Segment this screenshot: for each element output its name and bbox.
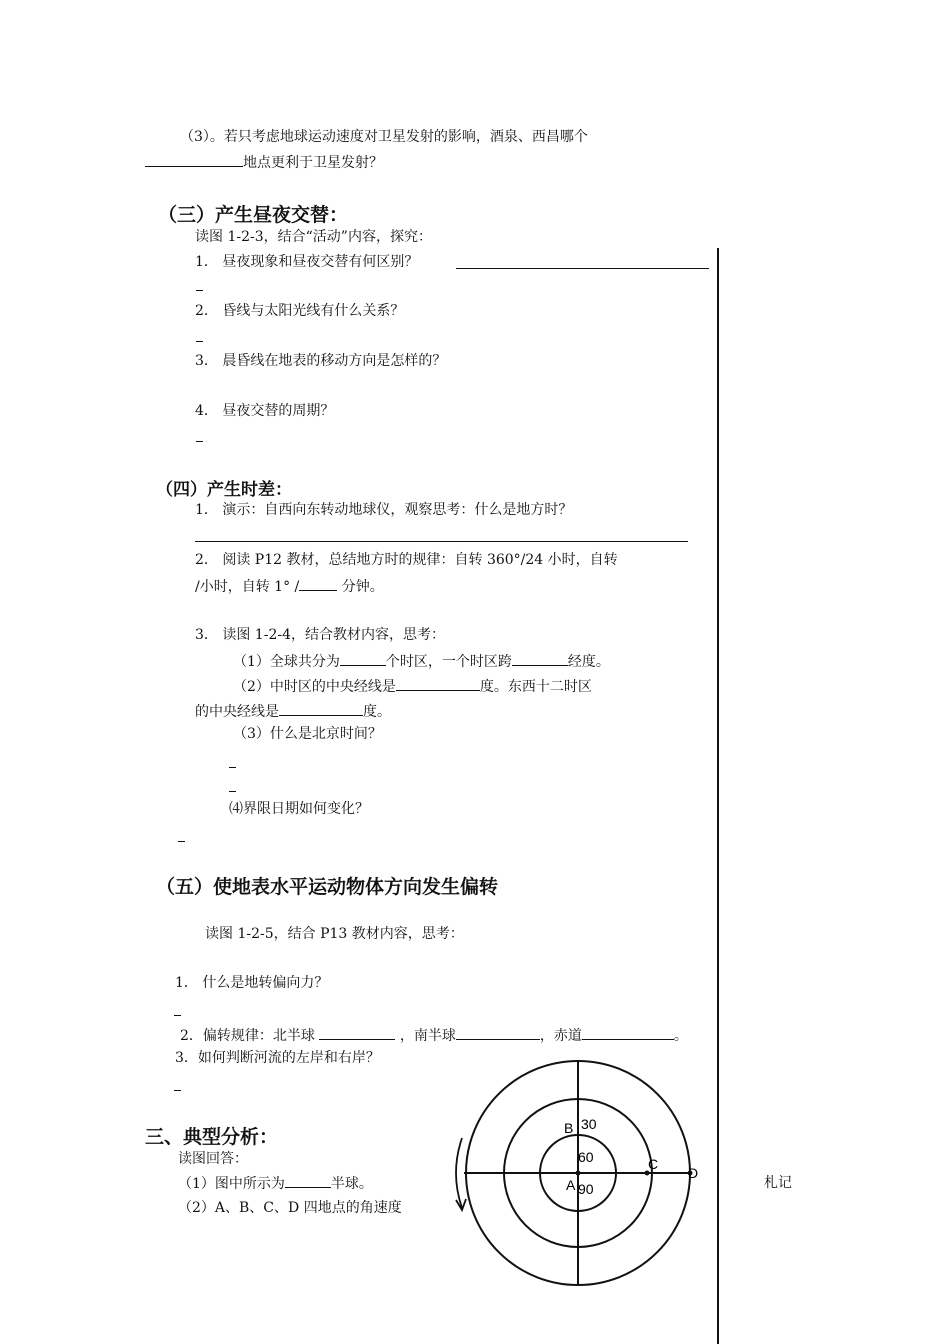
side-note-label: 札记 xyxy=(764,1175,792,1191)
point-a-dot xyxy=(576,1171,581,1176)
answer-dash xyxy=(174,1090,181,1091)
label-d: D xyxy=(688,1165,699,1181)
answer-dash xyxy=(196,441,203,442)
answer-blank[interactable] xyxy=(319,1025,395,1040)
label-30: 30 xyxy=(581,1116,597,1132)
q3-satellite-text: 地点更利于卫星发射？ xyxy=(243,155,383,171)
question-1: 1． 演示：自西向东转动地球仪，观察思考：什么是地方时？ xyxy=(195,502,573,518)
answer-blank[interactable] xyxy=(285,1173,331,1188)
answer-blank[interactable] xyxy=(299,576,337,591)
question-3: 3． 读图 1-2-4，结合教材内容，思考： xyxy=(195,627,445,643)
q3-satellite-line1: （3）。若只考虑地球运动速度对卫星发射的影响，酒泉、西昌哪个 xyxy=(180,129,588,145)
question-2-line2 xyxy=(195,576,384,596)
section-intro: 读图 1-2-3，结合“活动”内容，探究： xyxy=(195,229,432,245)
analysis-question-text: 半球。 xyxy=(330,1176,373,1192)
question-2 xyxy=(180,1025,688,1045)
sub-question-1 xyxy=(233,651,610,671)
question-2-text: 2．偏转规律：北半球 xyxy=(180,1028,315,1044)
sub-question-text: 个时区，一个时区跨 xyxy=(385,654,512,670)
sub-question-text: （2）中时区的中央经线是 xyxy=(233,679,396,695)
analysis-question-1 xyxy=(178,1173,373,1193)
question-3: 3．如何判断河流的左岸和右岸？ xyxy=(175,1050,380,1066)
section-heading-day-night: （三）产生昼夜交替： xyxy=(158,204,349,226)
question-2-text: ，南半球 xyxy=(399,1028,456,1044)
answer-dash xyxy=(229,767,236,768)
question-4: 4． 昼夜交替的周期？ xyxy=(195,403,335,419)
polar-diagram xyxy=(440,1060,710,1295)
label-b: B xyxy=(564,1120,574,1136)
label-60: 60 xyxy=(578,1149,594,1165)
answer-blank[interactable] xyxy=(145,152,243,167)
section-intro: 读图 1-2-5，结合 P13 教材内容，思考： xyxy=(205,926,464,942)
answer-dash xyxy=(178,841,185,842)
rotation-arrow-icon xyxy=(456,1138,462,1208)
question-3: 3． 晨昏线在地表的移动方向是怎样的？ xyxy=(195,353,447,369)
sub-question-3: （3）什么是北京时间？ xyxy=(233,726,382,742)
section-heading-typical-analysis: 三、典型分析： xyxy=(145,1126,279,1148)
sub-question-2 xyxy=(233,676,592,696)
section-heading-time-difference: （四）产生时差： xyxy=(156,480,292,500)
answer-blank[interactable] xyxy=(456,1025,540,1040)
answer-blank[interactable] xyxy=(582,1025,674,1040)
answer-dash xyxy=(196,290,203,291)
analysis-question-text: （1）图中所示为 xyxy=(178,1176,285,1192)
sub-question-text: 的中央经线是 xyxy=(195,704,279,720)
sub-question-text: （1）全球共分为 xyxy=(233,654,340,670)
sub-question-text: 度。 xyxy=(363,704,391,720)
sub-question-text: 度。东西十二时区 xyxy=(479,679,592,695)
sub-question-2-cont xyxy=(195,701,391,721)
answer-line[interactable] xyxy=(195,541,688,542)
question-2-line1: 2． 阅读 P12 教材，总结地方时的规律：自转 360°/24 小时，自转 xyxy=(195,552,618,568)
answer-blank[interactable] xyxy=(512,651,568,666)
analysis-intro: 读图回答： xyxy=(178,1151,248,1167)
section-heading-deflection: （五）使地表水平运动物体方向发生偏转 xyxy=(156,876,499,898)
label-a: A xyxy=(566,1177,576,1193)
answer-blank[interactable] xyxy=(279,701,363,716)
answer-blank[interactable] xyxy=(396,676,480,691)
question-1: 1． 什么是地转偏向力？ xyxy=(175,975,329,991)
sub-question-4: ⑷界限日期如何变化？ xyxy=(229,801,369,817)
question-2: 2． 昏线与太阳光线有什么关系？ xyxy=(195,303,405,319)
answer-blank[interactable] xyxy=(340,651,386,666)
question-2-text: 分钟。 xyxy=(337,579,384,595)
question-2-text: 。 xyxy=(673,1028,688,1044)
answer-dash xyxy=(229,791,236,792)
label-c: C xyxy=(648,1156,659,1172)
answer-dash xyxy=(196,341,203,342)
analysis-question-2: （2）A、B、C、D 四地点的角速度 xyxy=(178,1200,402,1216)
margin-divider xyxy=(717,248,719,1344)
q3-satellite-line2 xyxy=(145,152,383,172)
answer-dash xyxy=(174,1015,181,1016)
answer-line[interactable] xyxy=(456,268,709,269)
question-2-text: /小时，自转 1° / xyxy=(195,579,300,595)
sub-question-text: 经度。 xyxy=(567,654,610,670)
label-90: 90 xyxy=(578,1181,594,1197)
question-2-text: ，赤道 xyxy=(539,1028,582,1044)
question-1: 1． 昼夜现象和昼夜交替有何区别？ xyxy=(195,254,419,270)
